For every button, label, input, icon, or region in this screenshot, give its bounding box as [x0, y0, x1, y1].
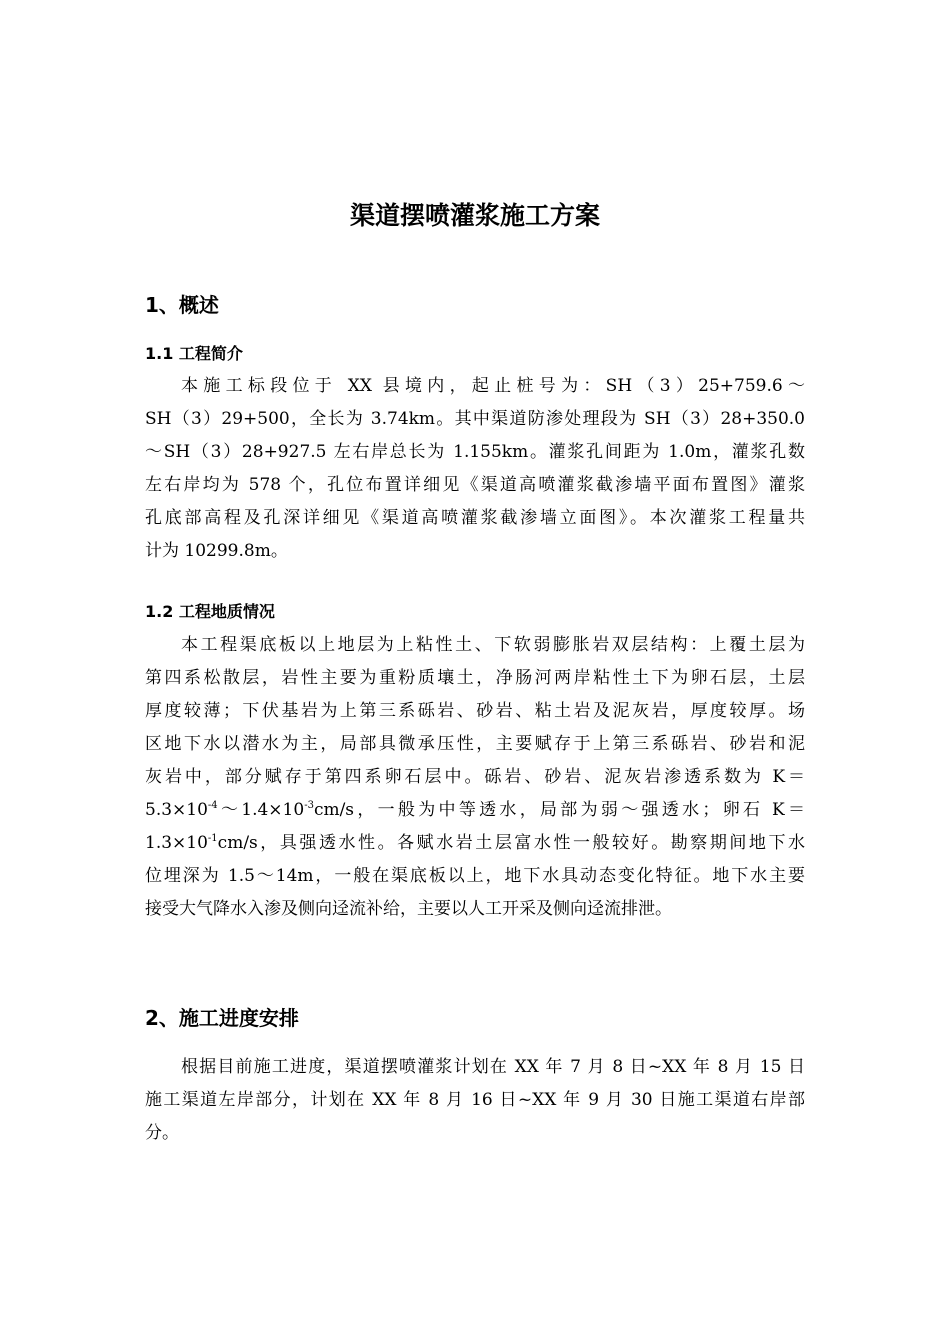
paragraph-line: 区地下水以潜水为主，局部具微承压性，主要赋存于上第三系砾岩、砂岩和泥 [145, 734, 805, 754]
paragraph-line: 分。 [145, 1123, 179, 1143]
formula-exponent: -3 [304, 800, 314, 811]
paragraph-line: 第四系松散层，岩性主要为重粉质壤土，净肠河两岸粘性土下为卵石层，土层 [145, 668, 805, 688]
paragraph-geology [145, 629, 805, 926]
formula-text: 1.3×10 [145, 833, 208, 853]
subsection-heading-geology: 1.2 工程地质情况 [145, 602, 275, 621]
paragraph-line-formula [145, 827, 805, 860]
paragraph-line: 孔底部高程及孔深详细见《渠道高喷灌浆截渗墙立面图》。本次灌浆工程量共 [145, 508, 805, 528]
paragraph-line: 施工渠道左岸部分，计划在 XX 年 8 月 16 日~XX 年 9 月 30 日施工渠道右岸部 [145, 1090, 805, 1110]
paragraph-line: 灰岩中，部分赋存于第四系卵石层中。砾岩、砂岩、泥灰岩渗透系数为 K＝ [145, 767, 805, 787]
subsection-heading-project-intro: 1.1 工程简介 [145, 344, 243, 363]
paragraph-line: ～SH（3）28+927.5 左右岸总长为 1.155km。灌浆孔间距为 1.0m，灌浆孔数 [145, 442, 805, 462]
paragraph-line: SH（3）29+500，全长为 3.74km。其中渠道防渗处理段为 SH（3）28+350.0 [145, 409, 805, 429]
formula-exponent: -4 [207, 800, 218, 811]
document-title: 渠道摆喷灌浆施工方案 [349, 201, 600, 230]
formula-text: 5.3×10 [145, 800, 208, 820]
formula-exponent: -1 [207, 833, 218, 844]
formula-text: cm/s，具强透水性。各赋水岩土层富水性一般较好。勘察期间地下水 [217, 833, 805, 853]
paragraph-line: 根据目前施工进度，渠道摆喷灌浆计划在 XX 年 7 月 8 日~XX 年 8 月 15 日 [181, 1057, 805, 1077]
paragraph-project-intro [145, 370, 805, 568]
paragraph-line: 接受大气降水入渗及侧向迳流补给，主要以人工开采及侧向迳流排泄。 [145, 899, 672, 919]
paragraph-line: 本施工标段位于 XX 县境内，起止桩号为：SH（3）25+759.6～ [181, 376, 805, 396]
paragraph-schedule [145, 1051, 805, 1150]
section-heading-schedule: 2、施工进度安排 [145, 1006, 299, 1030]
section-heading-overview: 1、概述 [145, 293, 219, 317]
paragraph-line-formula [145, 794, 805, 827]
paragraph-line: 位埋深为 1.5～14m，一般在渠底板以上，地下水具动态变化特征。地下水主要 [145, 866, 805, 886]
paragraph-line: 厚度较薄；下伏基岩为上第三系砾岩、砂岩、粘土岩及泥灰岩，厚度较厚。场 [145, 701, 805, 721]
paragraph-line: 计为 10299.8m。 [145, 541, 288, 561]
formula-text: ～1.4×10 [217, 800, 305, 820]
paragraph-line: 左右岸均为 578 个，孔位布置详细见《渠道高喷灌浆截渗墙平面布置图》灌浆 [145, 475, 805, 495]
formula-text: cm/s，一般为中等透水，局部为弱～强透水；卵石 K＝ [313, 800, 805, 820]
paragraph-line: 本工程渠底板以上地层为上粘性土、下软弱膨胀岩双层结构：上覆土层为 [181, 635, 805, 655]
